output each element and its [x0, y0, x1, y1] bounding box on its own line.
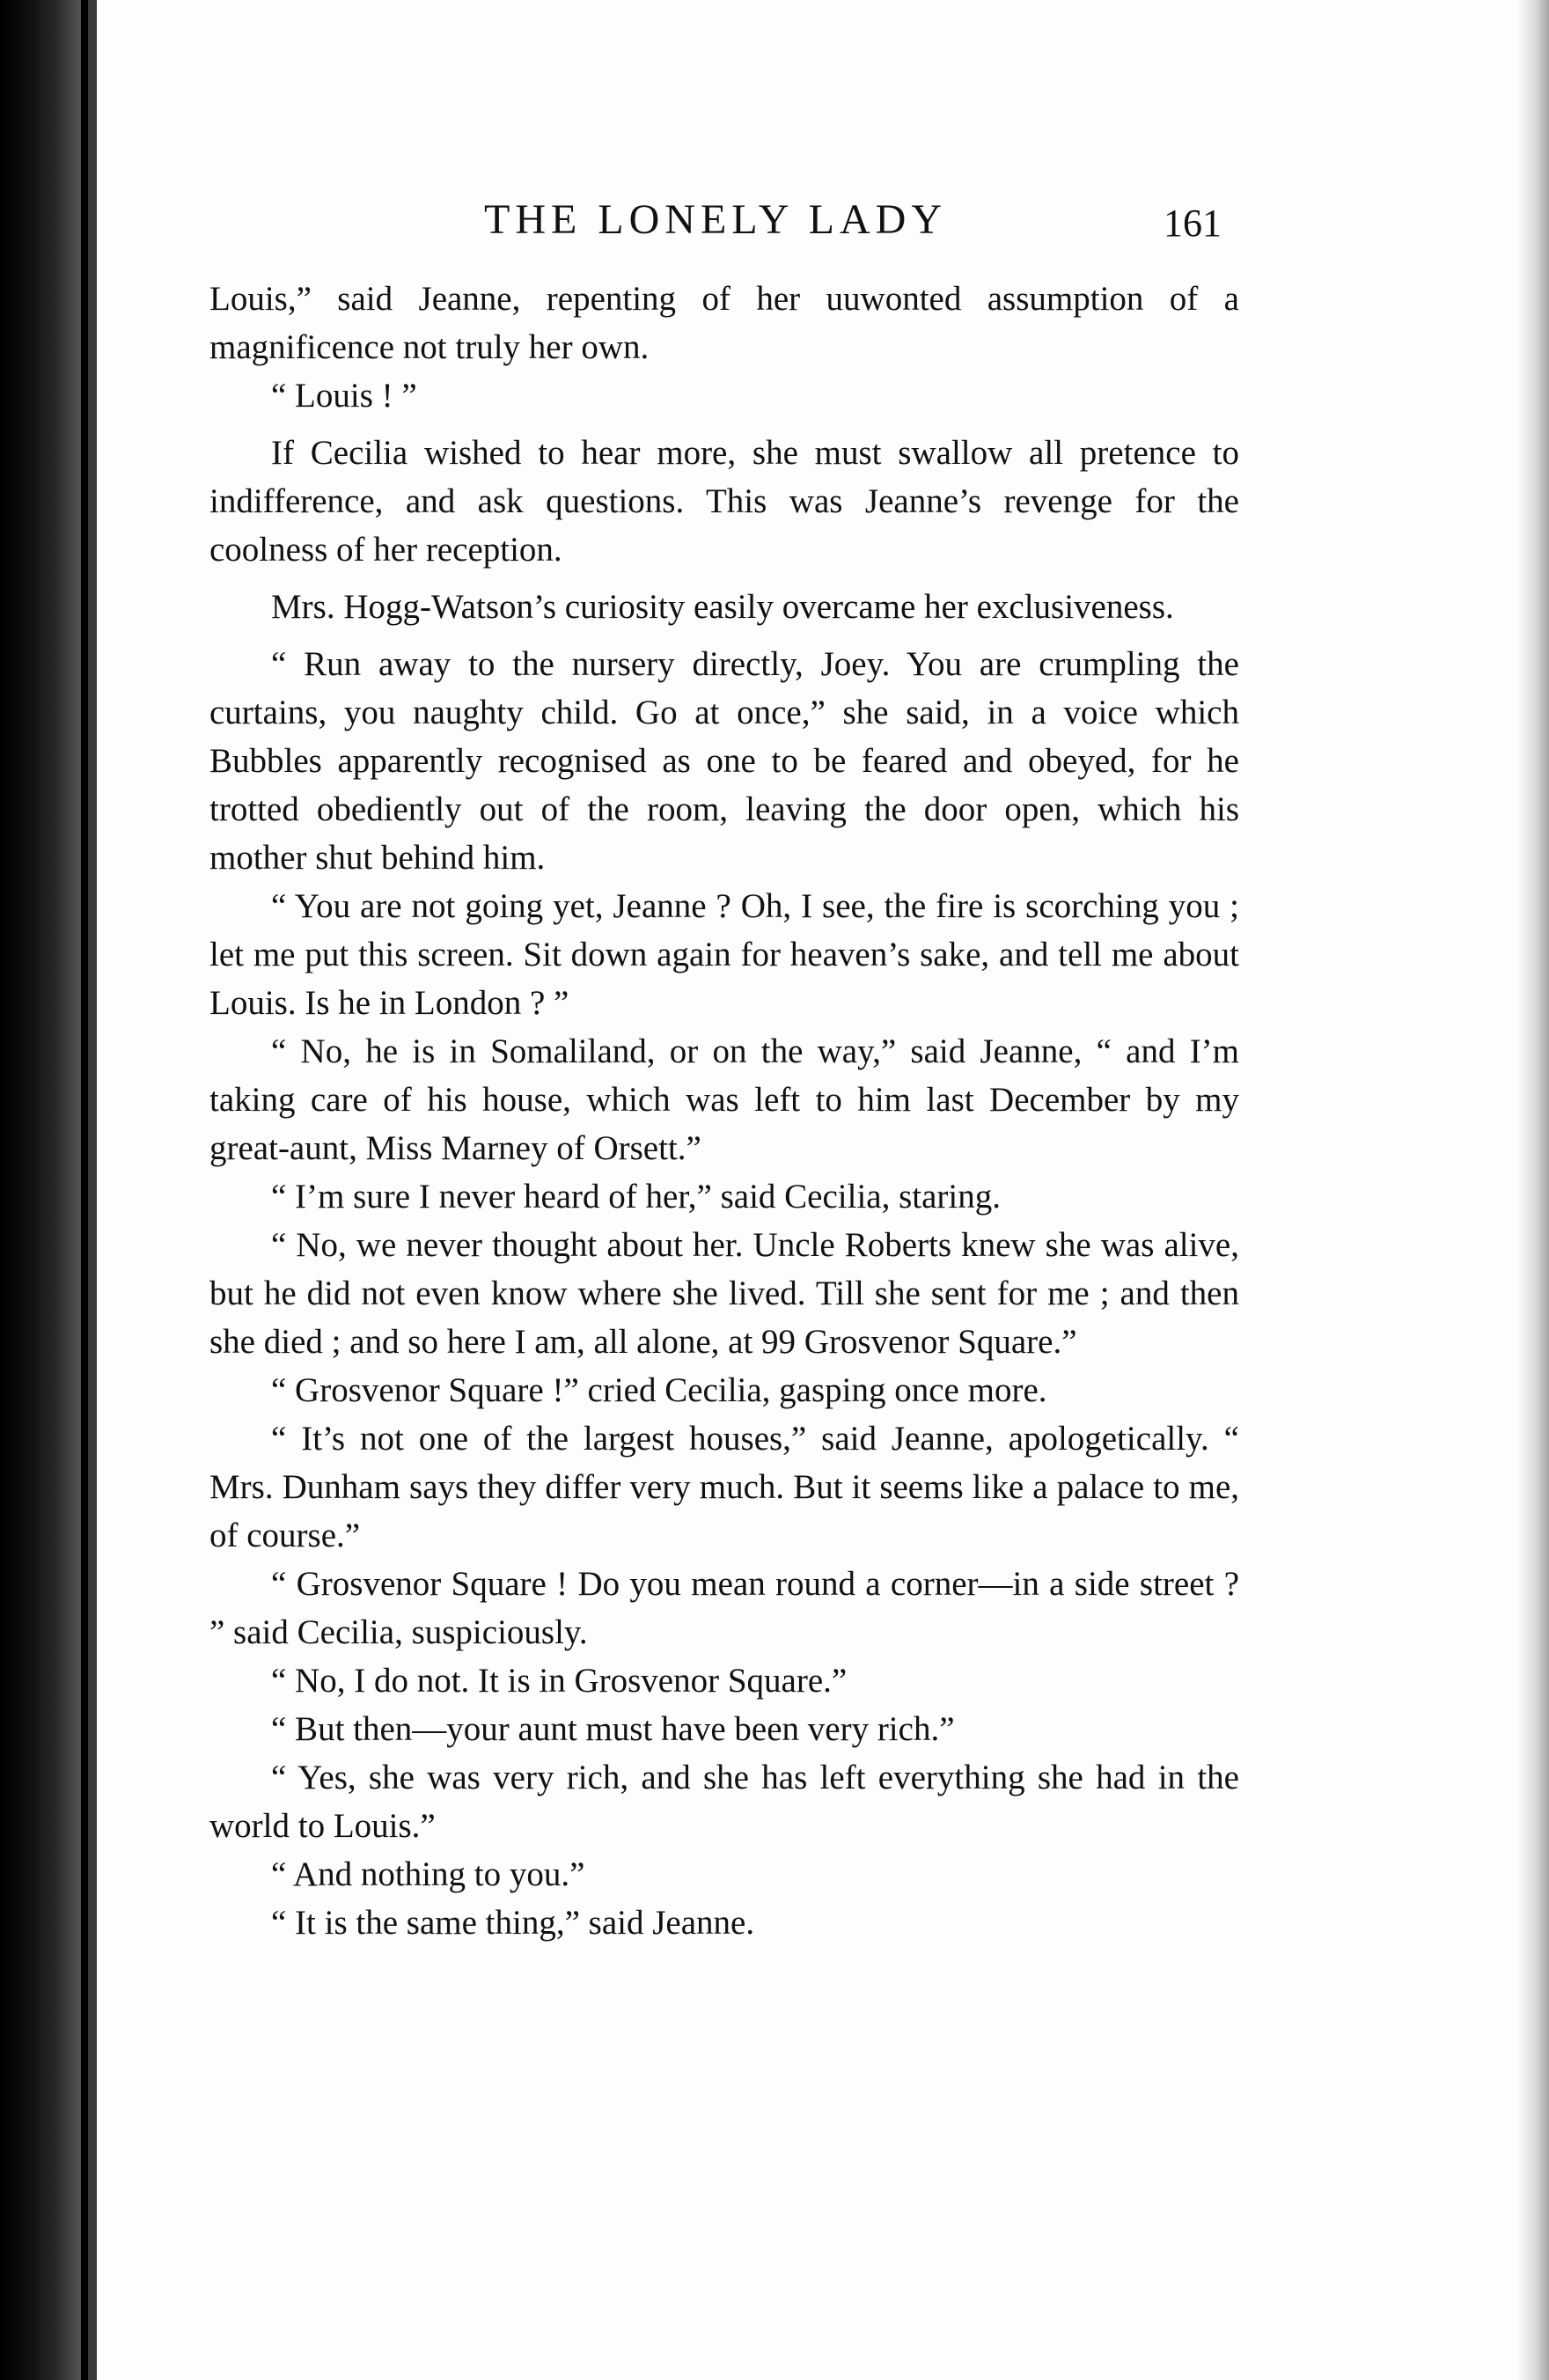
- paragraph: “ It is the same thing,” said Jeanne.: [271, 1904, 755, 1942]
- book-spine-shadow: [0, 0, 81, 2380]
- paragraph: “ No, we never thought about her. Uncle Roberts knew she was alive, but he did not even know where she lived. Till she sent for me ; and then she died ; and so here I am, all alone, at 99 Grosvenor Square.”: [209, 1226, 1239, 1361]
- paragraph: Mrs. Hogg-Watson’s curiosity easily overcame her exclusiveness.: [271, 588, 1174, 626]
- paragraph: “ Grosvenor Square ! Do you mean round a corner—in a side street ? ” said Cecilia, suspiciously.: [209, 1565, 1239, 1651]
- paragraph: “ No, he is in Somaliland, or on the way,” said Jeanne, “ and I’m taking care of his house, which was left to him last December by my great-aunt, Miss Marney of Orsett.”: [209, 1032, 1239, 1167]
- page-edge-shadow: [1517, 0, 1549, 2380]
- page-header: [97, 195, 1549, 257]
- paragraph: Louis,” said Jeanne, repenting of her uuwonted assumption of a magnificence not truly her own.: [209, 280, 1239, 366]
- page-number: 161: [1164, 202, 1222, 245]
- paragraph: “ I’m sure I never heard of her,” said Cecilia, staring.: [271, 1178, 1001, 1216]
- paragraph: “ No, I do not. It is in Grosvenor Square.”: [271, 1662, 848, 1700]
- paragraph: “ And nothing to you.”: [271, 1855, 585, 1893]
- paragraph: “ Louis ! ”: [271, 377, 417, 415]
- paragraph: “ But then—your aunt must have been very rich.”: [271, 1710, 955, 1748]
- paragraph: “ It’s not one of the largest houses,” said Jeanne, apologetically. “ Mrs. Dunham says they differ very much. But it seems like a palace to me, of course.”: [209, 1420, 1239, 1554]
- book-page: [88, 0, 1549, 2380]
- paragraph: “ You are not going yet, Jeanne ? Oh, I see, the fire is scorching you ; let me put this screen. Sit down again for heaven’s sake, and tell me about Louis. Is he in London ? ”: [209, 887, 1239, 1022]
- paragraph: If Cecilia wished to hear more, she must swallow all pretence to indifference, and ask questions. This was Jeanne’s revenge for the coolness of her reception.: [209, 434, 1239, 569]
- paragraph: “ Run away to the nursery directly, Joey. You are crumpling the curtains, you naughty child. Go at once,” she said, in a voice which Bubbles apparently recognised as one to be feared and obeyed, for he trotted obediently out of the room, leaving the door open, which his mother shut behind him.: [209, 645, 1239, 877]
- paragraph: “ Yes, she was very rich, and she has left everything she had in the world to Louis.”: [209, 1759, 1239, 1845]
- running-title: THE LONELY LADY: [484, 196, 947, 243]
- page-body: [209, 275, 1239, 1947]
- paragraph: “ Grosvenor Square !” cried Cecilia, gasping once more.: [271, 1371, 1047, 1409]
